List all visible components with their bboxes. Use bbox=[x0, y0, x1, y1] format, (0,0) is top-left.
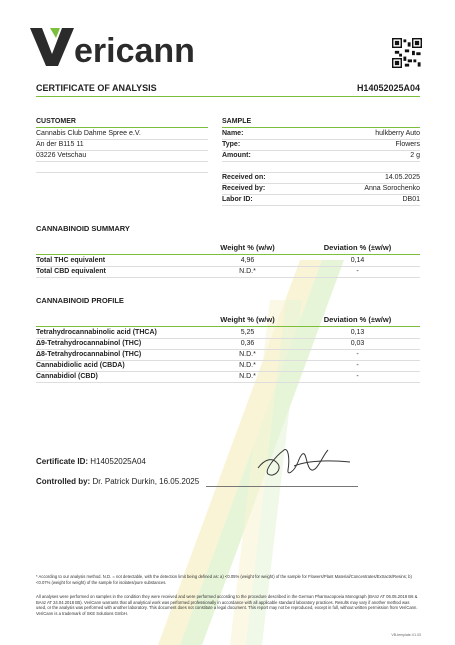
sample-block bbox=[222, 117, 420, 126]
sample-label: Received on: bbox=[222, 174, 266, 181]
svg-text:ericann: ericann bbox=[74, 32, 195, 70]
sample-label: Name: bbox=[222, 130, 244, 137]
sample-value: 14.05.2025 bbox=[384, 174, 420, 181]
weight-value: N.D.* bbox=[239, 268, 256, 275]
sample-details bbox=[222, 129, 420, 206]
sample-row bbox=[222, 184, 420, 195]
cannabinoid-name: Total THC equivalent bbox=[36, 257, 106, 264]
sample-value: hulkberry Auto bbox=[375, 130, 420, 137]
sample-label: Labor ID: bbox=[222, 196, 253, 203]
sample-row bbox=[222, 195, 420, 206]
certificate-id-value: H14052025A04 bbox=[90, 457, 146, 466]
customer-line: Cannabis Club Dahme Spree e.V. bbox=[36, 129, 208, 140]
profile-header-rule bbox=[36, 326, 420, 327]
controlled-by bbox=[36, 477, 199, 486]
detection-note: * According to our analysis method. N.D. = not detectable, with the detection limit being defined as: a) <0.05% (weight for weight) of the sample for Flowers/Plant Material/Concentrates/Extracts/Resins; b) <0.07% (weight for weight) of the sample for isolates/pure substances. bbox=[36, 574, 412, 585]
customer-line: An der B115 11 bbox=[36, 140, 208, 151]
customer-heading: CUSTOMER bbox=[36, 118, 76, 125]
weight-value: N.D.* bbox=[239, 362, 256, 369]
sample-blank-row bbox=[222, 162, 420, 173]
sample-value: 2 g bbox=[410, 152, 420, 159]
table-row bbox=[36, 339, 420, 350]
profile-table bbox=[36, 328, 420, 383]
header-divider bbox=[36, 96, 420, 97]
sample-value: Anna Sorochenko bbox=[364, 185, 420, 192]
sample-heading: SAMPLE bbox=[222, 118, 252, 125]
deviation-value: 0,14 bbox=[350, 257, 365, 264]
summary-deviation-header: Deviation % (±w/w) bbox=[323, 243, 392, 252]
certificate-id bbox=[36, 457, 146, 466]
table-row bbox=[36, 361, 420, 372]
summary-table bbox=[36, 256, 420, 278]
vericann-logo bbox=[30, 24, 210, 70]
profile-weight-header: Weight % (w/w) bbox=[220, 315, 275, 324]
disclaimer: All analyses were performed on samples in the condition they were received and were performed according to the procedure described in the German Pharmacopoeia Monograph (BAnz AT 06.05.2019 B6 & BAnz AT 24.04.2018 B5). VeriCann warrants that all analytical work was performed professionally in accordance with all applicable standard laboratory practices. Results may vary if another method was used, or the analysis was performed with another laboratory. This document does not constitute a legal document. This report may not be reproduced, except in full, without written permission from VeriCann. VeriCann is a trademark of SKE Solutions GmbH. bbox=[36, 594, 418, 616]
controlled-by-label: Controlled by: bbox=[36, 477, 91, 486]
sample-label: Received by: bbox=[222, 185, 266, 192]
report-header bbox=[36, 83, 420, 93]
signature-image bbox=[254, 438, 354, 488]
profile-deviation-header: Deviation % (±w/w) bbox=[323, 315, 392, 324]
customer-line: 03226 Vetschau bbox=[36, 151, 208, 162]
certificate-number: H14052025A04 bbox=[356, 83, 420, 93]
customer-blank-row bbox=[36, 162, 208, 173]
customer-block bbox=[36, 117, 208, 126]
sample-row bbox=[222, 140, 420, 151]
weight-value: 4,96 bbox=[240, 257, 255, 264]
summary-weight-header: Weight % (w/w) bbox=[220, 243, 275, 252]
sample-value: DB01 bbox=[402, 196, 420, 203]
table-row bbox=[36, 350, 420, 361]
sample-label: Type: bbox=[222, 141, 241, 148]
sample-value: Flowers bbox=[395, 141, 420, 148]
cannabinoid-name: Tetrahydrocannabinolic acid (THCA) bbox=[36, 329, 157, 336]
cannabinoid-name: Δ8-Tetrahydrocannabinol (THC) bbox=[36, 351, 142, 358]
deviation-value: - bbox=[356, 268, 359, 275]
report-title: CERTIFICATE OF ANALYSIS bbox=[36, 83, 157, 93]
customer-address bbox=[36, 129, 208, 173]
template-version: VB-template-V1.03 bbox=[391, 633, 421, 637]
deviation-value: - bbox=[356, 362, 359, 369]
deviation-value: 0,13 bbox=[350, 329, 365, 336]
customer-heading-rule bbox=[36, 127, 208, 128]
qr-code-icon bbox=[392, 38, 422, 68]
cannabinoid-name: Cannabidiolic acid (CBDA) bbox=[36, 362, 125, 369]
deviation-value: - bbox=[356, 373, 359, 380]
cannabinoid-name: Cannabidiol (CBD) bbox=[36, 373, 98, 380]
sample-row bbox=[222, 129, 420, 140]
summary-heading: CANNABINOID SUMMARY bbox=[36, 224, 130, 233]
cannabinoid-name: Δ9-Tetrahydrocannabinol (THC) bbox=[36, 340, 142, 347]
summary-header-rule bbox=[36, 254, 420, 255]
table-row bbox=[36, 372, 420, 383]
sample-heading-rule bbox=[222, 127, 420, 128]
cannabinoid-name: Total CBD equivalent bbox=[36, 268, 106, 275]
profile-heading: CANNABINOID PROFILE bbox=[36, 296, 124, 305]
table-row bbox=[36, 256, 420, 267]
controlled-by-value: Dr. Patrick Durkin, 16.05.2025 bbox=[92, 477, 200, 486]
weight-value: 5,25 bbox=[240, 329, 255, 336]
weight-value: N.D.* bbox=[239, 373, 256, 380]
deviation-value: 0,03 bbox=[350, 340, 365, 347]
weight-value: N.D.* bbox=[239, 351, 256, 358]
sample-row bbox=[222, 173, 420, 184]
sample-label: Amount: bbox=[222, 152, 251, 159]
certificate-id-label: Certificate ID: bbox=[36, 457, 89, 466]
deviation-value: - bbox=[356, 351, 359, 358]
weight-value: 0,36 bbox=[240, 340, 255, 347]
table-row bbox=[36, 328, 420, 339]
table-row bbox=[36, 267, 420, 278]
sample-row bbox=[222, 151, 420, 162]
